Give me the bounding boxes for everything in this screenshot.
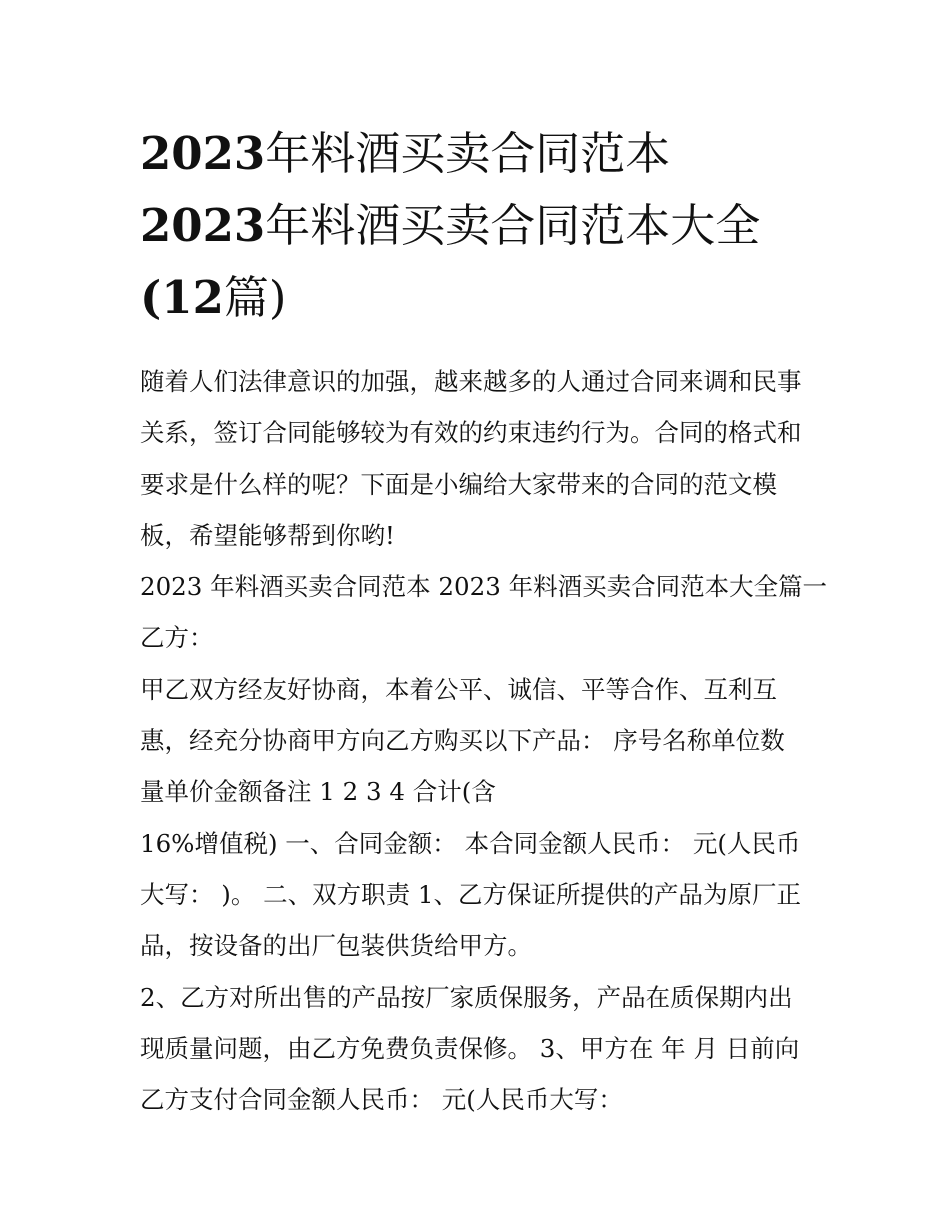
body-line: 2、乙方对所出售的产品按厂家质保服务，产品在质保期内出 bbox=[140, 982, 793, 1012]
body-line: 甲乙双方经友好协商，本着公平、诚信、平等合作、互利互 bbox=[140, 674, 777, 704]
body-line: 惠，经充分协商甲方向乙方购买以下产品： 序号名称单位数 bbox=[140, 726, 785, 756]
body-line: 随着人们法律意识的加强，越来越多的人通过合同来调和民事 bbox=[140, 367, 802, 396]
document-title bbox=[140, 118, 840, 334]
body-line: 要求是什么样的呢？下面是小编给大家带来的合同的范文模 bbox=[140, 469, 777, 499]
title-line-3: (12篇) bbox=[140, 271, 287, 324]
body-line: 乙方： bbox=[140, 623, 214, 653]
document-body bbox=[140, 356, 828, 1125]
section-heading: 2023 年料酒买卖合同范本 2023 年料酒买卖合同范本大全篇一 bbox=[140, 572, 828, 602]
body-line: 现质量问题，由乙方免费负责保修。 3、甲方在 年 月 日前向 bbox=[140, 1033, 800, 1063]
body-line: 16%增值税) 一、合同金额： 本合同金额人民币： 元(人民币 bbox=[140, 828, 801, 858]
body-line: 关系，签订合同能够较为有效的约束违约行为。合同的格式和 bbox=[140, 418, 802, 448]
title-line-2: 2023年料酒买卖合同范本大全 bbox=[140, 199, 761, 252]
body-line: 板，希望能够帮到你哟! bbox=[140, 520, 395, 550]
body-line: 量单价金额备注 1 2 3 4 合计(含 bbox=[140, 777, 496, 807]
title-line-1: 2023年料酒买卖合同范本 bbox=[140, 127, 671, 180]
body-line: 大写： )。 二、双方职责 1、乙方保证所提供的产品为原厂正 bbox=[140, 879, 802, 909]
body-line: 品，按设备的出厂包装供货给甲方。 bbox=[140, 931, 532, 961]
body-line: 乙方支付合同金额人民币： 元(人民币大写： bbox=[140, 1085, 623, 1115]
